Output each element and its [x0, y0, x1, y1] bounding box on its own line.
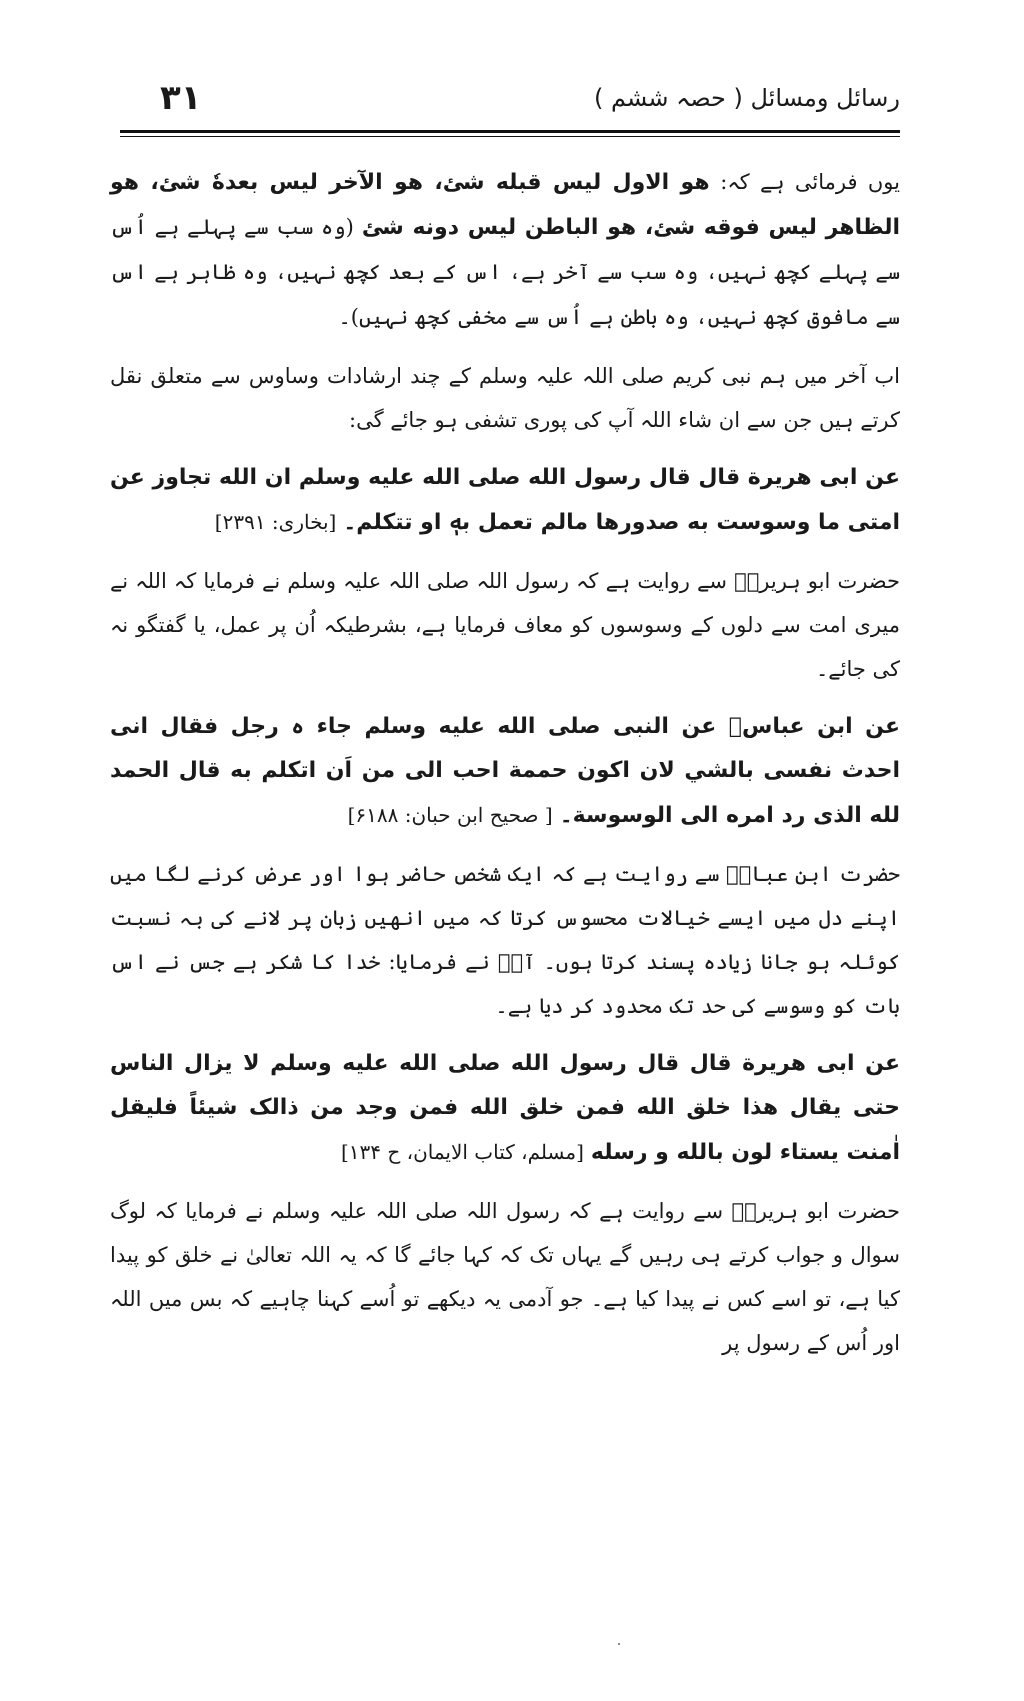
scan-speck	[618, 1643, 620, 1645]
hadith-1-reference: [بخاری: ۲۳۹۱]	[214, 510, 337, 534]
hadith-2-text: عن ابن عباسؓ عن النبی صلى الله عليه وسلم جاء ہ رجل فقال انی احدث نفسی بالشي لان اكون حممة احب الى من اَن اتكلم به قال الحمد لله الذی رد امره الى الوسوسة۔	[110, 714, 900, 828]
hadith-3-reference: [مسلم، کتاب الایمان، ح ۱۳۴]	[340, 1140, 584, 1164]
running-title: رسائل ومسائل ( حصہ ششم )	[594, 84, 900, 112]
paragraph-quote	[110, 160, 900, 340]
hadith-3-arabic	[110, 1042, 900, 1175]
urdu-translation: (وہ سب سے پہلے ہے اُس سے پہلے کچھ نہیں، وہ سب سے آخر ہے، اس کے بعد کچھ نہیں، وہ ظاہر ہے اس سے مافوق کچھ نہیں، وہ باطن ہے اُس سے مخفی کچھ نہیں)۔	[110, 215, 900, 329]
hadith-3-translation: حضرت ابو ہریرہؓ سے روایت ہے کہ رسول اللہ صلی اللہ علیہ وسلم نے فرمایا کہ لوگ سوال و جواب کرتے ہی رہیں گے یہاں تک کہ کہا جائے گا کہ یہ اللہ تعالیٰ نے خلق کو پیدا کیا ہے، تو اسے کس نے پیدا کیا ہے۔ جو آدمی یہ دیکھے تو اُسے کہنا چاہیے کہ بس میں اللہ اور اُس کے رسول پر	[110, 1199, 900, 1355]
arabic-quote: هو الاول ليس قبله شئ، هو الآخر ليس بعدهٗ شئ، هو الظاهر ليس فوقه شئ، هو الباطن ليس دونه شئ	[110, 170, 900, 240]
hadith-2-arabic	[110, 705, 900, 838]
paragraph-conclusion: اب آخر میں ہم نبی کریم صلی اللہ علیہ وسلم کے چند ارشادات وساوس سے متعلق نقل کرتے ہیں جن سے ان شاء اللہ آپ کی پوری تشفی ہو جائے گی:	[110, 364, 900, 432]
hadith-1-translation: حضرت ابو ہریرہؓ سے روایت ہے کہ رسول اللہ صلی اللہ علیہ وسلم نے فرمایا کہ اللہ نے میری امت سے دلوں کے وسوسوں کو معاف فرمایا ہے، بشرطیکہ اُن پر عمل، یا گفتگو نہ کی جائے۔	[110, 569, 900, 681]
page-body	[110, 160, 900, 1379]
page-header	[120, 78, 900, 128]
page-number: ۳۱	[160, 78, 202, 118]
hadith-1-text: عن ابی هريرة قال قال رسول الله صلى الله عليه وسلم ان الله تجاوز عن امتی ما وسوست به صدورها مالم تعمل بهٖ او تتكلم۔	[110, 465, 900, 535]
header-rule	[120, 130, 900, 133]
urdu-intro: یوں فرمائی ہے کہ:	[720, 170, 900, 194]
hadith-1-arabic	[110, 456, 900, 545]
header-rule-thin	[120, 136, 900, 137]
hadith-2-reference: [ صحیح ابن حبان: ۶۱۸۸]	[347, 803, 553, 827]
hadith-3-text: عن ابی هريرة قال قال رسول الله صلى الله عليه وسلم لا يزال الناس حتی يقال هذا خلق الله فمن خلق الله فمن وجد من ذالک شيئاً فليقل اٰمنت يستاء لون بالله و رسله	[110, 1051, 900, 1165]
hadith-2-translation: حضرت ابن عباسؓ سے روایت ہے کہ ایک شخص حاضر ہوا اور عرض کرنے لگا میں اپنے دل میں ایسے خیالات محسوس کرتا کہ میں انھیں زبان پر لانے کی بہ نسبت کوئلہ ہو جانا زیادہ پسند کرتا ہوں۔ آپؐ نے فرمایا: خدا کا شکر ہے جس نے اس بات کو وسوسے کی حد تک محدود کر دیا ہے۔	[110, 862, 900, 1018]
